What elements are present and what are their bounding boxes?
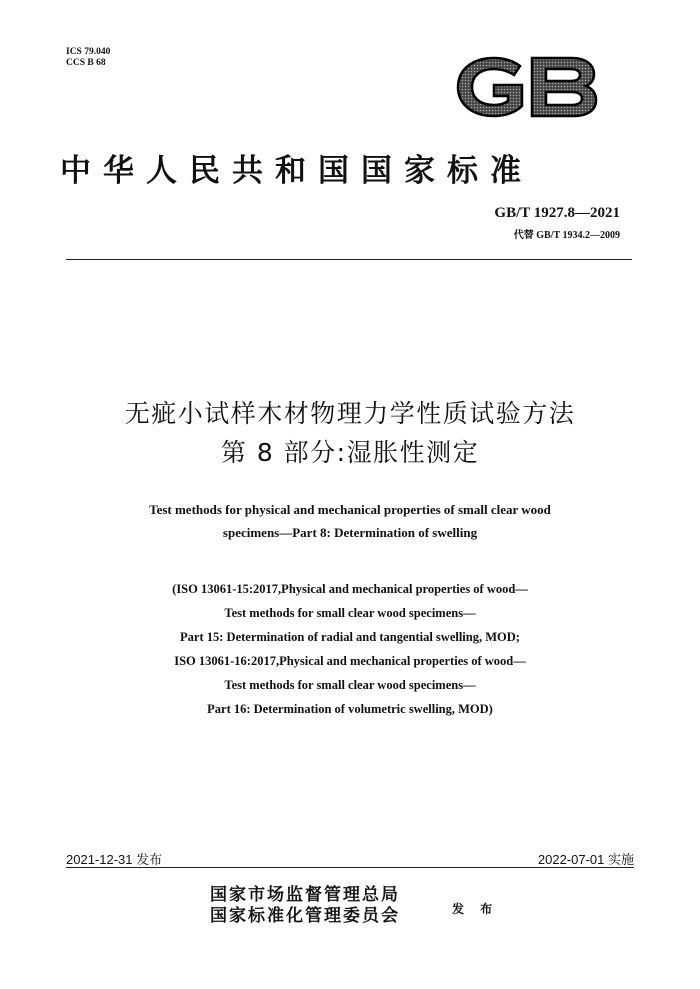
issue-date: 2021-12-31 发布 bbox=[66, 852, 163, 867]
classification-codes bbox=[66, 47, 110, 69]
iso-reference-line: Test methods for small clear wood specimens— bbox=[224, 678, 476, 692]
publisher-line1: 国家市场监督管理总局 bbox=[210, 885, 400, 905]
gb-logo-icon bbox=[452, 52, 600, 122]
chinese-title-line1: 无疵小试样木材物理力学性质试验方法 bbox=[124, 399, 576, 428]
english-title-line2: specimens—Part 8: Determination of swelling bbox=[222, 525, 478, 540]
standard-name: 中华人民共和国国家标准 bbox=[60, 153, 533, 189]
footer-divider bbox=[66, 867, 634, 868]
ccs-code: CCS B 68 bbox=[66, 58, 106, 68]
chinese-title-line2: 第 8 部分:湿胀性测定 bbox=[220, 438, 480, 467]
publisher-names bbox=[210, 885, 400, 927]
iso-reference-line: Test methods for small clear wood specimens— bbox=[224, 606, 476, 620]
iso-reference-line: Part 16: Determination of volumetric swelling, MOD) bbox=[207, 702, 493, 716]
iso-reference-line: ISO 13061-16:2017,Physical and mechanical properties of wood— bbox=[174, 654, 526, 668]
iso-reference-line: (ISO 13061-15:2017,Physical and mechanical properties of wood— bbox=[172, 582, 528, 596]
publish-action: 发 布 bbox=[452, 902, 499, 916]
standard-number: GB/T 1927.8—2021 bbox=[494, 205, 620, 221]
header-divider bbox=[66, 259, 632, 260]
publisher-line2: 国家标准化管理委员会 bbox=[210, 906, 400, 926]
ics-code: ICS 79.040 bbox=[66, 47, 111, 57]
english-title-line1: Test methods for physical and mechanical properties of small clear wood bbox=[149, 502, 551, 517]
implementation-date: 2022-07-01 实施 bbox=[537, 852, 634, 867]
iso-reference-line: Part 15: Determination of radial and tangential swelling, MOD; bbox=[180, 630, 520, 644]
replaced-standard: 代替 GB/T 1934.2—2009 bbox=[513, 230, 620, 241]
